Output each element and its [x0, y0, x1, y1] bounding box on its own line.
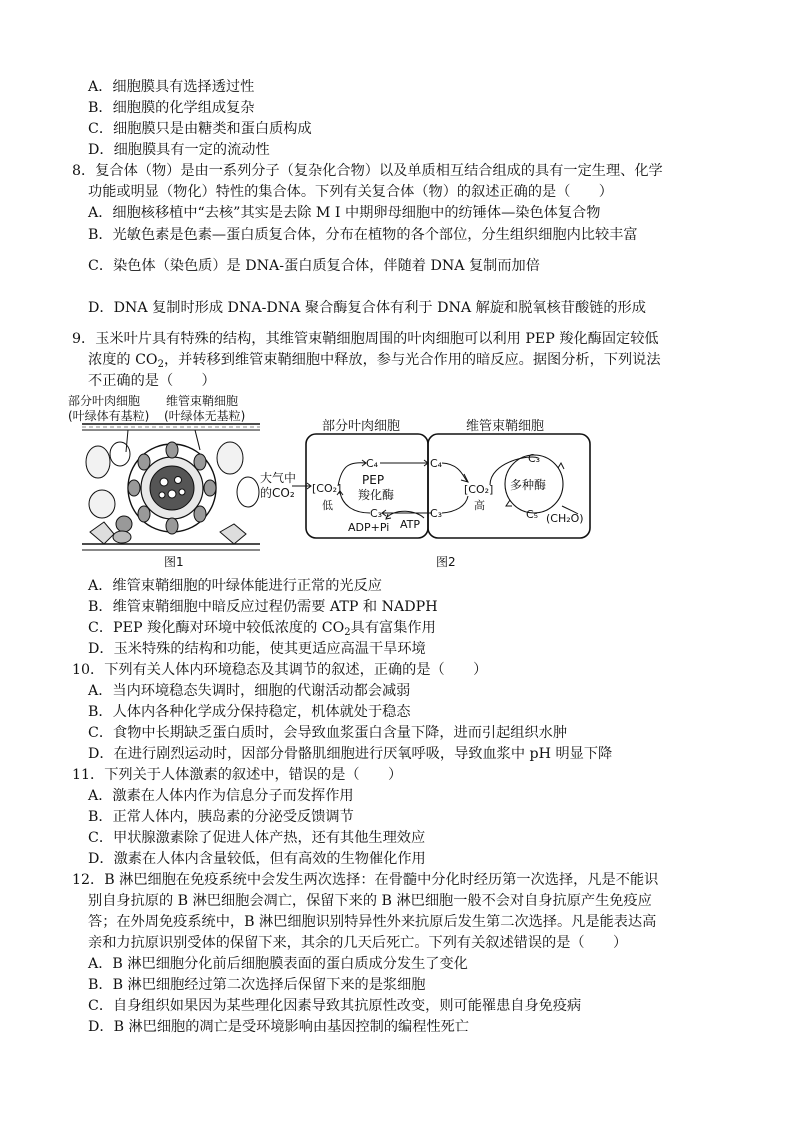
fig1-label-mesophyll-note: (叶绿体有基粒): [68, 409, 150, 423]
fig2-atmos-line-2: 的CO₂: [260, 486, 295, 500]
q9-option-d: D．玉米特殊的结构和功能，使其更适应高温干旱环境: [88, 641, 426, 657]
fig2-c3-top: C₃: [528, 452, 541, 465]
fig2-atp-label: ATP: [400, 518, 421, 531]
fig2-pep-label: PEP: [362, 473, 385, 487]
q7-option-b: B．细胞膜的化学组成复杂: [88, 100, 255, 116]
q9-stem-subscript: 2: [157, 359, 164, 370]
q8-stem-line-1: 8．复合体（物）是由一系列分子（复杂化合物）以及单质相互结合组成的具有一定生理、化学: [72, 163, 663, 179]
fig1-label-bundle-sheath-note: (叶绿体无基粒): [164, 409, 246, 423]
q12-option-a: A．B 淋巴细胞分化前后细胞膜表面的蛋白质成分发生了变化: [88, 956, 468, 972]
leaf-cross-section-drawing: [82, 424, 260, 550]
q12-option-b: B．B 淋巴细胞经过第二次选择后保留下来的是浆细胞: [88, 977, 426, 993]
fig2-header-bundle-sheath: 维管束鞘细胞: [466, 419, 545, 434]
q10-option-b: B．人体内各种化学成分保持稳定，机体就处于稳态: [88, 704, 411, 720]
fig1-label-bundle-sheath: 维管束鞘细胞: [166, 394, 239, 408]
q12-option-c: C．自身组织如果因为某些理化因素导致其抗原性改变，则可能罹患自身免疫病: [88, 998, 582, 1014]
q9-option-c-part-a: C．PEP 羧化酶对环境中较低浓度的 CO: [88, 620, 345, 636]
fig2-c4-mid: C₄: [430, 457, 443, 470]
q8-option-a: A．细胞核移植中“去核”其实是去除 M Ⅰ 中期卵母细胞中的纺锤体—染色体复合物: [88, 205, 601, 221]
q12-stem-line-1: 12．B 淋巴细胞在免疫系统中会发生两次选择：在骨髓中分化时经历第一次选择，凡是不能识: [72, 872, 659, 888]
fig2-adp-label: ADP+Pi: [348, 521, 390, 534]
q9-stem-line-2: [88, 350, 661, 370]
q11-option-b: B．正常人体内，胰岛素的分泌受反馈调节: [88, 809, 354, 825]
q10-option-d: D．在进行剧烈运动时，因部分骨骼肌细胞进行厌氧呼吸，导致血浆中 pH 明显下降: [88, 746, 613, 762]
q7-option-c: C．细胞膜只是由糖类和蛋白质构成: [88, 121, 312, 137]
fig2-c3-left: C₃: [370, 507, 383, 520]
q9-option-c-subscript: 2: [344, 627, 351, 638]
q8-option-b: B．光敏色素是色素—蛋白质复合体，分布在植物的各个部位，分生组织细胞内比较丰富: [88, 227, 638, 243]
fig2-atmos-line-1: 大气中: [260, 471, 297, 485]
fig1-caption: 图1: [164, 555, 184, 569]
fig2-c4-left: C₄: [366, 457, 379, 470]
fig2-caption: 图2: [436, 555, 456, 569]
q11-option-d: D．激素在人体内含量较低，但有高效的生物催化作用: [88, 851, 426, 867]
fig2-pep-enzyme-label: 羧化酶: [358, 488, 395, 502]
q7-option-d: D．细胞膜具有一定的流动性: [88, 142, 270, 158]
q10-option-a: A．当内环境稳态失调时，细胞的代谢活动都会减弱: [88, 683, 411, 699]
q9-stem-line-3: 不正确的是（ ）: [88, 373, 216, 389]
q10-stem: 10．下列有关人体内环境稳态及其调节的叙述，正确的是（ ）: [72, 662, 488, 678]
fig2-co2-high-label: [CO₂]: [464, 483, 494, 496]
q12-option-d: D．B 淋巴细胞的凋亡是受环境影响由基因控制的编程性死亡: [88, 1019, 469, 1035]
q12-stem-line-3: 答；在外周免疫系统中，B 淋巴细胞识别特异性外来抗原后发生第二次选择。凡是能表达高: [88, 914, 657, 930]
q9-option-b: B．维管束鞘细胞中暗反应过程仍需要 ATP 和 NADPH: [88, 599, 438, 615]
q11-option-a: A．激素在人体内作为信息分子而发挥作用: [88, 788, 354, 804]
fig1-label-mesophyll: 部分叶肉细胞: [68, 394, 141, 408]
q7-option-a: A．细胞膜具有选择透过性: [88, 79, 255, 95]
q12-stem-line-4: 亲和力抗原识别受体的保留下来，其余的几天后死亡。下列有关叙述错误的是（ ）: [88, 935, 628, 951]
q9-figure: [60, 392, 600, 574]
q9-stem-line-2-part-b: ，并转移到维管束鞘细胞中释放，参与光合作用的暗反应。据图分析，下列说法: [163, 352, 661, 368]
q9-option-c-part-b: 具有富集作用: [350, 620, 436, 636]
q11-stem: 11．下列关于人体激素的叙述中，错误的是（ ）: [72, 767, 403, 783]
q10-option-c: C．食物中长期缺乏蛋白质时，会导致血浆蛋白含量下降，进而引起组织水肿: [88, 725, 568, 741]
q9-stem-line-2-part-a: 浓度的 CO: [88, 352, 158, 368]
fig2-ch2o-label: (CH₂O): [546, 512, 584, 525]
q12-stem-line-2: 别自身抗原的 B 淋巴细胞会凋亡，保留下来的 B 淋巴细胞一般不会对自身抗原产生免疫应: [88, 893, 652, 909]
fig2-co2-low-value: 低: [322, 499, 333, 512]
q9-option-c: [88, 618, 436, 638]
q8-option-c: C．染色体（染色质）是 DNA-蛋白质复合体，伴随着 DNA 复制而加倍: [88, 258, 540, 274]
fig2-co2-low-label: [CO₂]: [312, 482, 342, 495]
fig2-c3-mid: C₃: [430, 507, 443, 520]
q9-option-a: A．维管束鞘细胞的叶绿体能进行正常的光反应: [88, 578, 382, 594]
fig2-header-mesophyll: 部分叶肉细胞: [322, 419, 401, 434]
q8-option-d: D．DNA 复制时形成 DNA-DNA 聚合酶复合体有利于 DNA 解旋和脱氧核苷酸链的形成: [88, 300, 646, 316]
q8-stem-line-2: 功能或明显（物化）特性的集合体。下列有关复合体（物）的叙述正确的是（ ）: [88, 184, 613, 200]
q9-stem-line-1: 9．玉米叶片具有特殊的结构，其维管束鞘细胞周围的叶肉细胞可以利用 PEP 羧化酶固定较低: [72, 331, 659, 347]
q11-option-c: C．甲状腺激素除了促进人体产热，还有其他生理效应: [88, 830, 426, 846]
fig2-co2-high-value: 高: [474, 499, 485, 512]
fig2-c5-label: C₅: [526, 508, 539, 521]
fig2-enzymes-label: 多种酶: [510, 478, 547, 492]
